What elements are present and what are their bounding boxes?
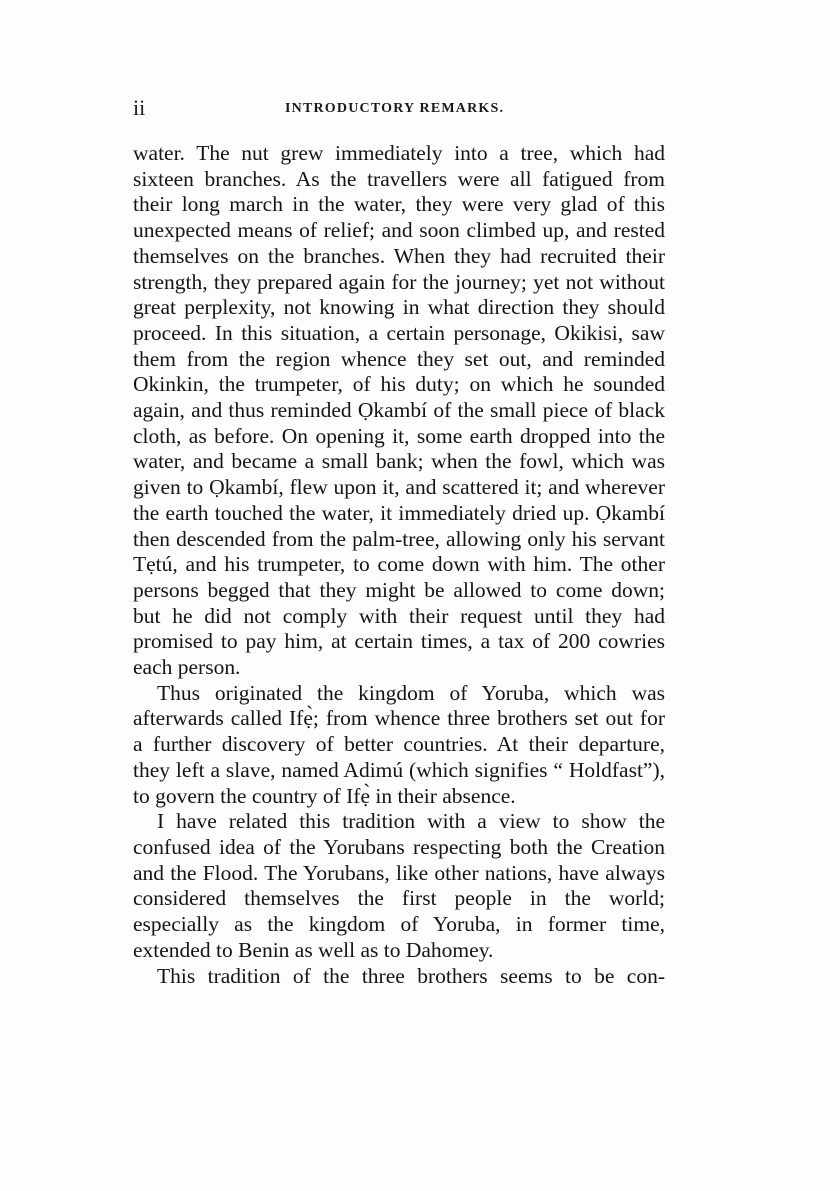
page-header (133, 96, 665, 120)
page-number: ii (133, 95, 146, 120)
paragraph-yoruba-origin: Thus originated the kingdom of Yoruba, which was afterwards called Ifẹ̀; from whence three brothers set out for a further discovery of better countries. At their departure, they left a slave, named Adimú (which signifies “ Holdfast”), to govern the country of Ifẹ̀ in their absence. (133, 680, 665, 808)
paragraph-tradition-purpose: I have related this tradition with a view to show the confused idea of the Yorubans respecting both the Creation and the Flood. The Yorubans, like other nations, have always considered themselves the first people in the world; especially as the kingdom of Yoruba, in former time, extended to Benin as well as to Dahomey. (133, 809, 665, 962)
paragraph-three-brothers: This tradition of the three brothers seems to be con- (157, 963, 665, 988)
running-head: INTRODUCTORY REMARKS. (285, 101, 505, 116)
body-text (133, 141, 665, 989)
paragraph-continuation: water. The nut grew immediately into a tree, which had sixteen branches. As the travellers were all fatigued from their long march in the water, they were very glad of this unexpected means of relief; and soon climbed up, and rested themselves on the branches. When they had recruited their strength, they prepared again for the journey; yet not without great perplexity, not knowing in what direction they should proceed. In this situation, a certain personage, Okikisi, saw them from the region whence they set out, and reminded Okinkin, the trumpeter, of his duty; on which he sounded again, and thus reminded Ọkambí of the small piece of black cloth, as before. On opening it, some earth dropped into the water, and became a small bank; when the fowl, which was given to Ọkambí, flew upon it, and scattered it; and wherever the earth touched the water, it immediately dried up. Ọkambí then descended from the palm-tree, allowing only his servant Tẹtú, and his trumpeter, to come down with him. The other persons begged that they might be allowed to come down; but he did not comply with their request until they had promised to pay him, at certain times, a tax of 200 cowries each person. (133, 141, 665, 680)
